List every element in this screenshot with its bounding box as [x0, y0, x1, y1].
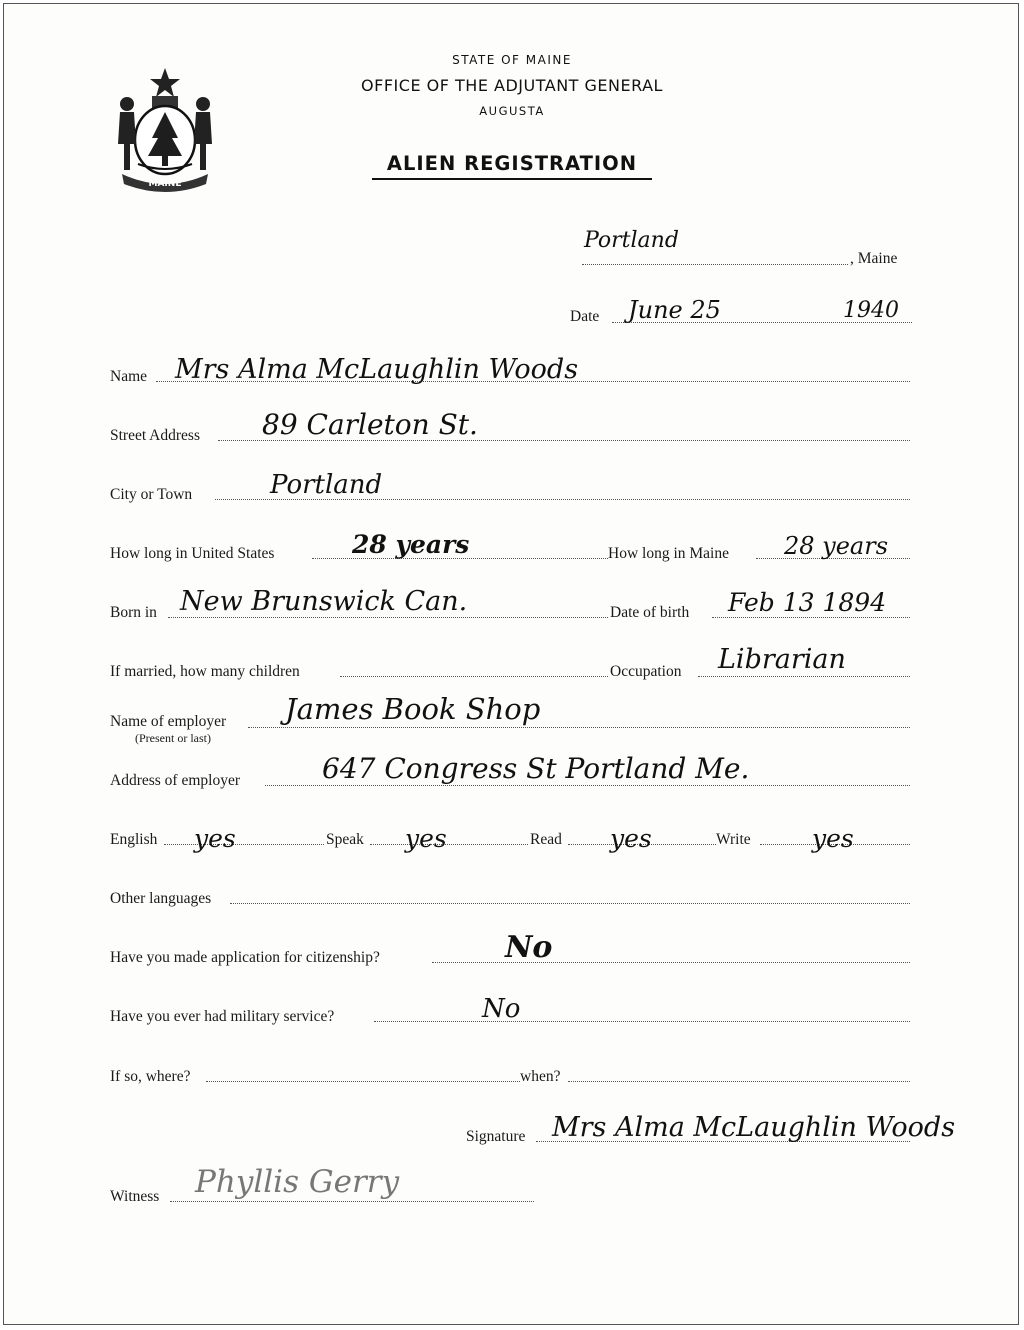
read-label: Read [530, 831, 562, 848]
signature-entry: Mrs Alma McLaughlin Woods [552, 1112, 956, 1143]
title-underline [372, 178, 652, 180]
english-line [164, 844, 324, 845]
years-maine-label: How long in Maine [608, 545, 729, 562]
employer-addr-entry: 647 Congress St Portland Me. [322, 752, 750, 785]
when-label: when? [520, 1068, 561, 1085]
date-year-entry: 1940 [843, 298, 899, 323]
dob-line [712, 617, 910, 618]
speak-label: Speak [326, 831, 364, 848]
occupation-entry: Librarian [718, 644, 846, 675]
citizenship-line [432, 962, 910, 963]
place-entry: Portland [584, 228, 679, 253]
where-line [206, 1081, 520, 1082]
speak-entry: yes [405, 824, 447, 853]
employer-addr-label: Address of employer [110, 772, 240, 789]
employer-line [248, 727, 910, 728]
employer-entry: James Book Shop [285, 692, 541, 726]
dob-entry: Feb 13 1894 [728, 588, 887, 617]
english-label: English [110, 831, 158, 848]
read-entry: yes [610, 824, 652, 853]
city-heading: AUGUSTA [479, 104, 545, 118]
employer-addr-line [265, 785, 910, 786]
city-entry: Portland [270, 470, 383, 500]
write-entry: yes [812, 824, 854, 853]
write-label: Write [716, 831, 751, 848]
occupation-line [698, 676, 910, 677]
maine-label: , Maine [850, 250, 898, 267]
city-label: City or Town [110, 486, 193, 503]
witness-label: Witness [110, 1188, 160, 1205]
name-entry: Mrs Alma McLaughlin Woods [175, 354, 579, 385]
citizenship-entry: No [505, 930, 553, 965]
date-label: Date [570, 308, 600, 325]
street-label: Street Address [110, 427, 200, 444]
when-line [568, 1081, 910, 1082]
employer-sub-label: (Present or last) [135, 731, 211, 745]
office-heading: OFFICE OF THE ADJUTANT GENERAL [361, 76, 663, 95]
seal-banner-text: MAINE [148, 179, 182, 189]
english-entry: yes [194, 824, 236, 853]
witness-line [170, 1201, 534, 1202]
street-entry: 89 Carleton St. [262, 408, 478, 441]
witness-entry: Phyllis Gerry [195, 1164, 400, 1200]
citizenship-label: Have you made application for citizenship? [110, 949, 380, 966]
children-label: If married, how many children [110, 663, 300, 680]
dob-label: Date of birth [610, 604, 690, 621]
occupation-label: Occupation [610, 663, 682, 680]
born-in-label: Born in [110, 604, 157, 621]
employer-label: Name of employer [110, 713, 227, 730]
signature-label: Signature [466, 1128, 526, 1145]
military-entry: No [482, 994, 521, 1024]
place-line [582, 264, 848, 265]
speak-line [370, 844, 528, 845]
state-heading: STATE OF MAINE [452, 53, 572, 67]
date-entry: June 25 [628, 296, 721, 324]
other-lang-label: Other languages [110, 890, 212, 907]
military-label: Have you ever had military service? [110, 1008, 335, 1025]
page-title: ALIEN REGISTRATION [386, 152, 638, 175]
years-maine-entry: 28 years [784, 532, 889, 560]
years-us-label: How long in United States [110, 545, 275, 562]
years-us-entry: 28 years [352, 530, 470, 559]
born-in-line [168, 617, 608, 618]
name-label: Name [110, 368, 148, 385]
children-line [340, 676, 608, 677]
born-in-entry: New Brunswick Can. [180, 586, 468, 617]
other-lang-line [230, 903, 910, 904]
where-label: If so, where? [110, 1068, 191, 1085]
military-line [374, 1021, 910, 1022]
